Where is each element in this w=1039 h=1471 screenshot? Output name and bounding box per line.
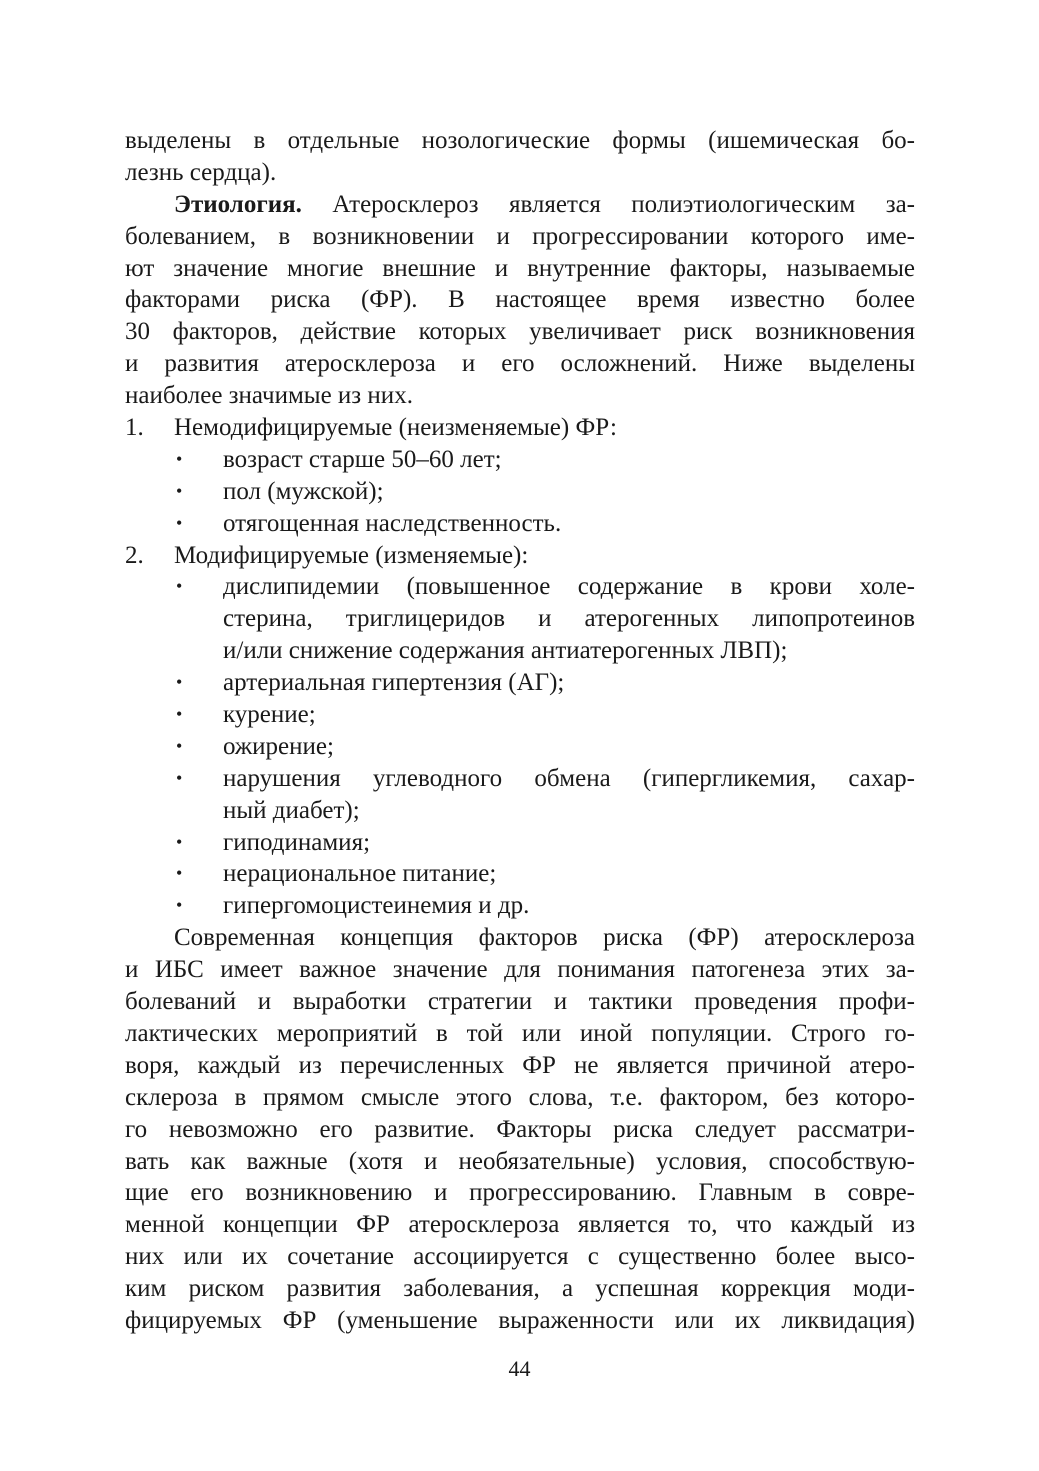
bullet-text: артериальная гипертензия (АГ); bbox=[223, 669, 565, 697]
etiology-line-4: факторами риска (ФР). В настоящее время известно более bbox=[125, 286, 915, 314]
bullet-item bbox=[125, 763, 915, 795]
etiology-heading: Этиология. bbox=[174, 190, 302, 218]
bullet-icon: • bbox=[176, 448, 183, 469]
list-item-number: 1. bbox=[125, 414, 144, 442]
bullet-item bbox=[125, 571, 915, 603]
list-item-label: Немодифицируемые (неизменяемые) ФР: bbox=[174, 414, 617, 442]
bullet-text: ожирение; bbox=[223, 732, 334, 760]
bullet-item bbox=[125, 827, 915, 859]
list-item-2 bbox=[125, 540, 915, 572]
bullet-text: нарушения углеводного обмена (гипергликемия, сахар- bbox=[223, 764, 915, 792]
bullet-icon: • bbox=[176, 480, 183, 501]
etiology-line-5: 30 факторов, действие которых увеличивает риск возникновения bbox=[125, 318, 915, 346]
bullet-item bbox=[125, 667, 915, 699]
concept-line-8: вать как важные (хотя и необязательные) условия, способствую- bbox=[125, 1147, 915, 1175]
bullet-text: гипергомоцистеинемия и др. bbox=[223, 892, 530, 920]
concept-line-10: менной концепции ФР атеросклероза является то, что каждый из bbox=[125, 1211, 915, 1239]
bullet-icon: • bbox=[176, 672, 183, 693]
bullet-item bbox=[125, 890, 915, 922]
bullet-item bbox=[125, 699, 915, 731]
etiology-line-6: и развития атеросклероза и его осложнений. Ниже выделены bbox=[125, 350, 915, 378]
concept-line-2: и ИБС имеет важное значение для понимания патогенеза этих за- bbox=[125, 956, 915, 984]
list-item-1 bbox=[125, 412, 915, 444]
bullet-text: отягощенная наследственность. bbox=[223, 509, 562, 537]
intro-line-2: лезнь сердца). bbox=[125, 158, 277, 186]
bullet-item bbox=[125, 508, 915, 540]
concept-line-9: щие его возникновению и прогрессированию. Главным в совре- bbox=[125, 1179, 915, 1207]
page-body bbox=[125, 125, 915, 1337]
list-item-label: Модифицируемые (изменяемые): bbox=[174, 541, 529, 569]
bullet-text-continuation: ный диабет); bbox=[223, 796, 360, 824]
bullet-icon: • bbox=[176, 735, 183, 756]
etiology-line-2: болеванием, в возникновении и прогрессировании которого име- bbox=[125, 222, 915, 250]
concept-line-7: го невозможно его развитие. Факторы риска следует рассматри- bbox=[125, 1115, 915, 1143]
bullet-text: дислипидемии (повышенное содержание в крови холе- bbox=[223, 573, 915, 601]
etiology-first-line-text: Атеросклероз является полиэтиологическим за- bbox=[301, 190, 915, 218]
bullet-text: нерациональное питание; bbox=[223, 860, 497, 888]
concept-line-4: лактических мероприятий в той или иной популяции. Строго го- bbox=[125, 1019, 915, 1047]
bullet-icon: • bbox=[176, 831, 183, 852]
concept-line-13: фицируемых ФР (уменьшение выраженности или их ликвидация) bbox=[125, 1306, 915, 1334]
etiology-paragraph-first-line bbox=[125, 189, 915, 221]
bullet-icon: • bbox=[176, 767, 183, 788]
intro-line-1: выделены в отдельные нозологические формы (ишемическая бо- bbox=[125, 127, 915, 154]
bullet-icon: • bbox=[176, 512, 183, 533]
bullet-text-continuation: стерина, триглицеридов и атерогенных липопротеинов bbox=[223, 605, 915, 633]
etiology-line-3: ют значение многие внешние и внутренние факторы, называемые bbox=[125, 254, 915, 282]
bullet-icon: • bbox=[176, 863, 183, 884]
bullet-item bbox=[125, 858, 915, 890]
bullet-text-continuation: и/или снижение содержания антиатерогенных ЛВП); bbox=[223, 637, 788, 665]
bullet-item bbox=[125, 444, 915, 476]
bullet-text: гиподинамия; bbox=[223, 828, 371, 856]
concept-line-11: них или их сочетание ассоциируется с существенно более высо- bbox=[125, 1243, 915, 1271]
bullet-icon: • bbox=[176, 704, 183, 725]
bullet-item bbox=[125, 731, 915, 763]
concept-line-3: болеваний и выработки стратегии и тактики проведения профи- bbox=[125, 988, 915, 1016]
bullet-icon: • bbox=[176, 576, 183, 597]
bullet-item bbox=[125, 476, 915, 508]
list-item-number: 2. bbox=[125, 541, 144, 569]
concept-line-5: воря, каждый из перечисленных ФР не является причиной атеро- bbox=[125, 1051, 915, 1079]
concept-line-12: ким риском развития заболевания, а успешная коррекция моди- bbox=[125, 1275, 915, 1303]
etiology-line-7: наиболее значимые из них. bbox=[125, 382, 413, 410]
bullet-text: пол (мужской); bbox=[223, 477, 384, 505]
bullet-text: курение; bbox=[223, 701, 316, 729]
bullet-icon: • bbox=[176, 895, 183, 916]
bullet-text: возраст старше 50–60 лет; bbox=[223, 445, 502, 473]
concept-line-6: склероза в прямом смысле этого слова, т.е. фактором, без которо- bbox=[125, 1083, 915, 1111]
page-number: 44 bbox=[508, 1356, 531, 1381]
concept-line-1: Современная концепция факторов риска (ФР) атеросклероза bbox=[174, 924, 915, 952]
